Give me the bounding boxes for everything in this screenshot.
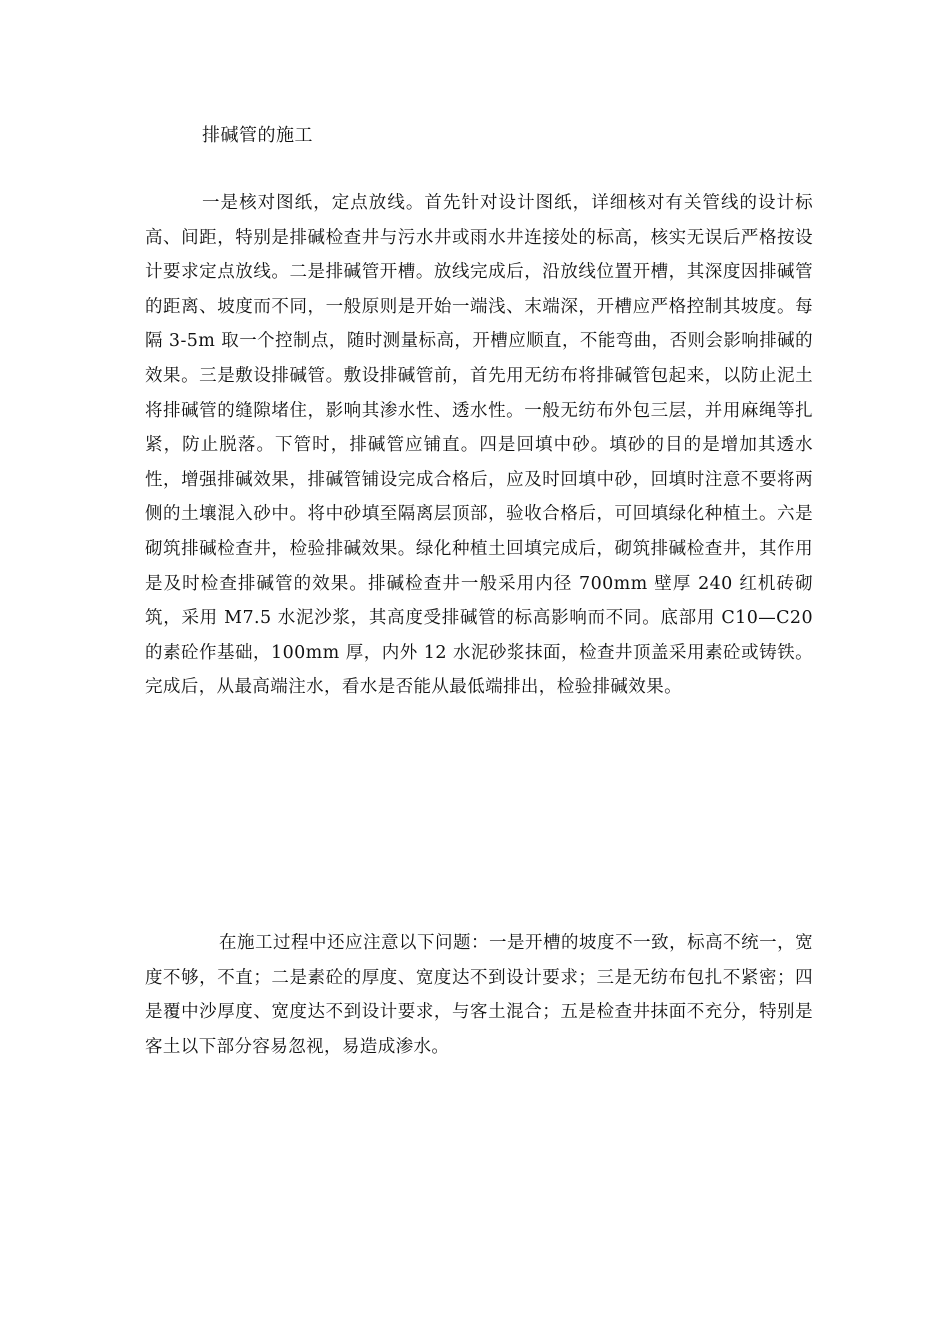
paragraph-construction-issues: 在施工过程中还应注意以下问题：一是开槽的坡度不一致，标高不统一，宽度不够，不直；二是素砼的厚度、宽度达不到设计要求；三是无纺布包扎不紧密；四是覆中沙厚度、宽度达不到设计要求，与客土混合；五是检查井抹面不充分，特别是客土以下部分容易忽视，易造成渗水。 [145, 933, 813, 1057]
document-title: 排碱管的施工 [202, 125, 313, 146]
paragraph-construction-steps: 一是核对图纸，定点放线。首先针对设计图纸，详细核对有关管线的设计标高、间距，特别是排碱检查井与污水井或雨水井连接处的标高，核实无误后严格按设计要求定点放线。二是排碱管开槽。放线完成后，沿放线位置开槽，其深度因排碱管的距离、坡度而不同，一般原则是开始一端浅、末端深，开槽应严格控制其坡度。每隔 3-5m 取一个控制点，随时测量标高，开槽应顺直，不能弯曲，否则会影响排碱的效果。三是敷设排碱管。敷设排碱管前，首先用无纺布将排碱管包起来，以防止泥土将排碱管的缝隙堵住，影响其渗水性、透水性。一般无纺布外包三层，并用麻绳等扎紧，防止脱落。下管时，排碱管应铺直。四是回填中砂。填砂的目的是增加其透水性，增强排碱效果，排碱管铺设完成合格后，应及时回填中砂，回填时注意不要将两侧的土壤混入砂中。将中砂填至隔离层顶部，验收合格后，可回填绿化种植土。六是砌筑排碱检查井，检验排碱效果。绿化种植土回填完成后，砌筑排碱检查井，其作用是及时检查排碱管的效果。排碱检查井一般采用内径 700mm 壁厚 240 红机砖砌筑，采用 M7.5 水泥沙浆，其高度受排碱管的标高影响而不同。底部用 C10—C20 的素砼作基础，100mm 厚，内外 12 水泥砂浆抹面，检查井顶盖采用素砼或铸铁。完成后，从最高端注水，看水是否能从最低端排出，检验排碱效果。 [145, 193, 813, 698]
